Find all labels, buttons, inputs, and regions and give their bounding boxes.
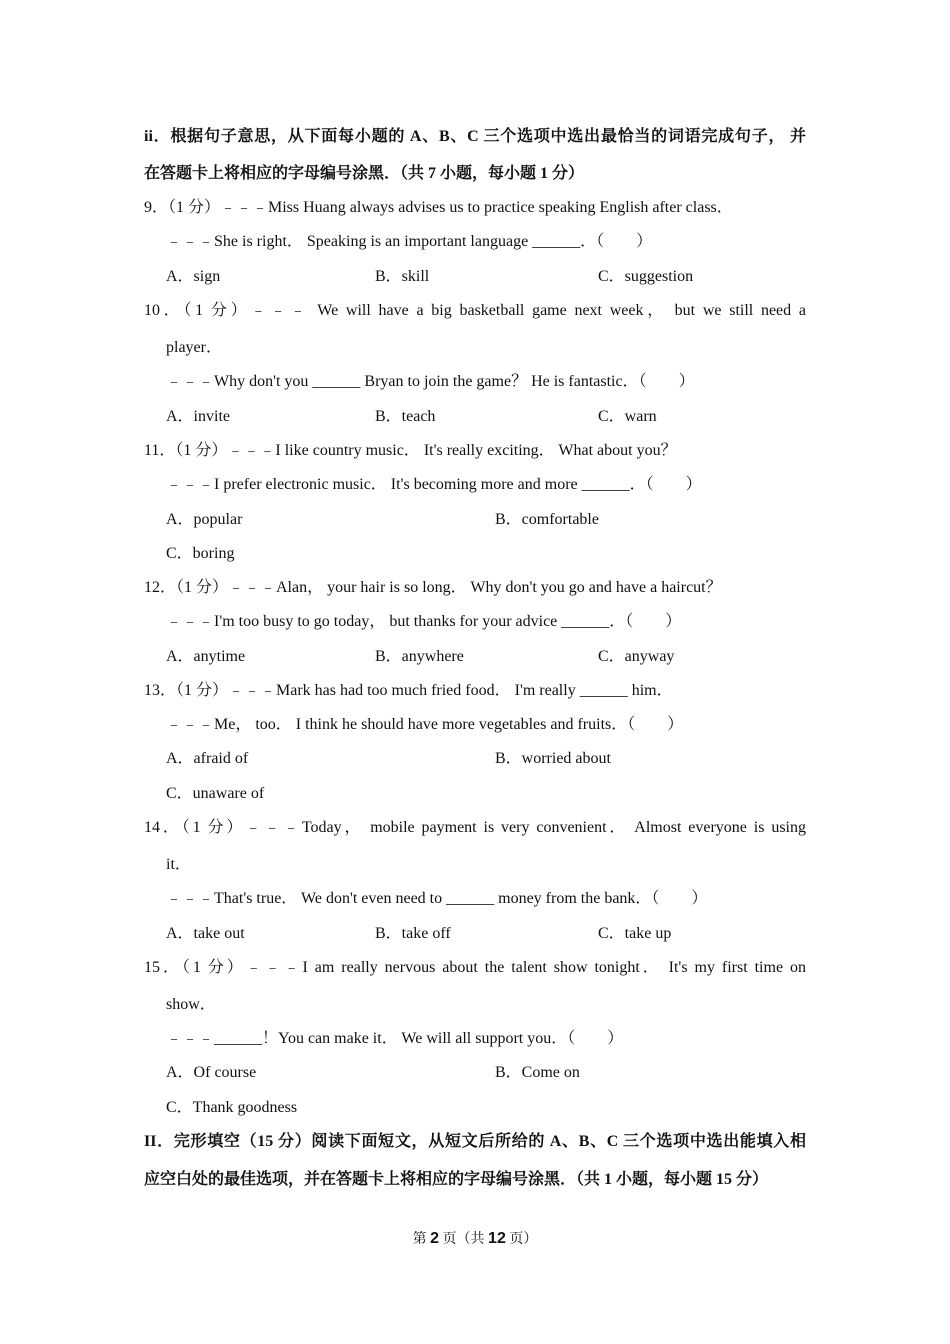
question-10-option-a: A．invite [166,408,230,425]
section-II-instruction: II．完形填空（15 分）阅读下面短文，从短文后所给的 A、B、C 三个选项中选出能填入相 [144,1133,806,1150]
question-10-option-b: B．teach [375,408,436,425]
question-15-cont: show． [166,996,216,1013]
footer-middle: 页（共 [442,1232,485,1247]
question-11-option-c: C．boring [166,545,235,562]
question-12-option-c: C．anyway [598,648,675,665]
page-footer [0,1229,950,1250]
question-9-option-c: C．suggestion [598,268,694,285]
question-13-option-a: A．afraid of [166,750,249,767]
question-11: 11．（1 分）﹣﹣﹣I like country music． It's really exciting． What about you？ [144,442,677,459]
question-12-response: ﹣﹣﹣I'm too busy to go today， but thanks for your advice ______．（ ） [166,613,682,630]
question-12-option-a: A．anytime [166,648,246,665]
question-14-option-b: B．take off [375,925,451,942]
question-12-option-b: B．anywhere [375,648,464,665]
question-11-option-b: B．comfortable [495,511,599,528]
question-15-response: ﹣﹣﹣______！You can make it． We will all support you．（ ） [166,1030,624,1047]
question-15-option-c: C．Thank goodness [166,1099,298,1116]
question-15: 15．（1 分）﹣﹣﹣I am really nervous about the talent show tonight． It's my first time on [144,959,806,976]
question-10-cont: player． [166,339,222,356]
question-12: 12．（1 分）﹣﹣﹣Alan， your hair is so long． Why don't you go and have a haircut？ [144,579,722,596]
question-10-response: ﹣﹣﹣Why don't you ______ Bryan to join the game？ He is fantastic．（ ） [166,373,695,390]
question-14: 14．（1 分）﹣﹣﹣Today， mobile payment is very convenient． Almost everyone is using [144,819,806,836]
question-10-option-c: C．warn [598,408,657,425]
section-II-instruction-cont: 应空白处的最佳选项，并在答题卡上将相应的字母编号涂黑．（共 1 小题，每小题 15 分） [144,1171,769,1188]
question-13-option-b: B．worried about [495,750,611,767]
question-14-cont: it． [166,856,191,873]
question-11-response: ﹣﹣﹣I prefer electronic music． It's becoming more and more ______．（ ） [166,476,702,493]
section-ii-instruction: ii．根据句子意思，从下面每小题的 A、B、C 三个选项中选出最恰当的词语完成句子， 并 [144,128,806,145]
question-9-option-a: A．sign [166,268,221,285]
question-9: 9．（1 分）﹣﹣﹣Miss Huang always advises us to practice speaking English after class． [144,199,733,216]
question-9-response: ﹣﹣﹣She is right． Speaking is an important language ______．（ ） [166,233,653,250]
question-15-option-a: A．Of course [166,1064,257,1081]
question-10: 10．（1 分）﹣﹣﹣ We will have a big basketball game next week， but we still need a [144,302,806,319]
footer-suffix: 页） [509,1232,538,1247]
question-14-response: ﹣﹣﹣That's true． We don't even need to ______ money from the bank．（ ） [166,890,708,907]
question-13-response: ﹣﹣﹣Me， too． I think he should have more vegetables and fruits．（ ） [166,716,684,733]
question-11-option-a: A．popular [166,511,243,528]
question-14-option-c: C．take up [598,925,672,942]
question-13-option-c: C．unaware of [166,785,265,802]
question-9-option-b: B．skill [375,268,430,285]
question-14-option-a: A．take out [166,925,245,942]
total-pages: 12 [488,1230,506,1247]
footer-prefix: 第 [412,1232,427,1247]
question-13: 13．（1 分）﹣﹣﹣Mark has had too much fried food． I'm really ______ him． [144,682,673,699]
section-ii-instruction-cont: 在答题卡上将相应的字母编号涂黑．（共 7 小题，每小题 1 分） [144,165,585,182]
question-15-option-b: B．Come on [495,1064,580,1081]
page-number: 2 [430,1230,440,1247]
